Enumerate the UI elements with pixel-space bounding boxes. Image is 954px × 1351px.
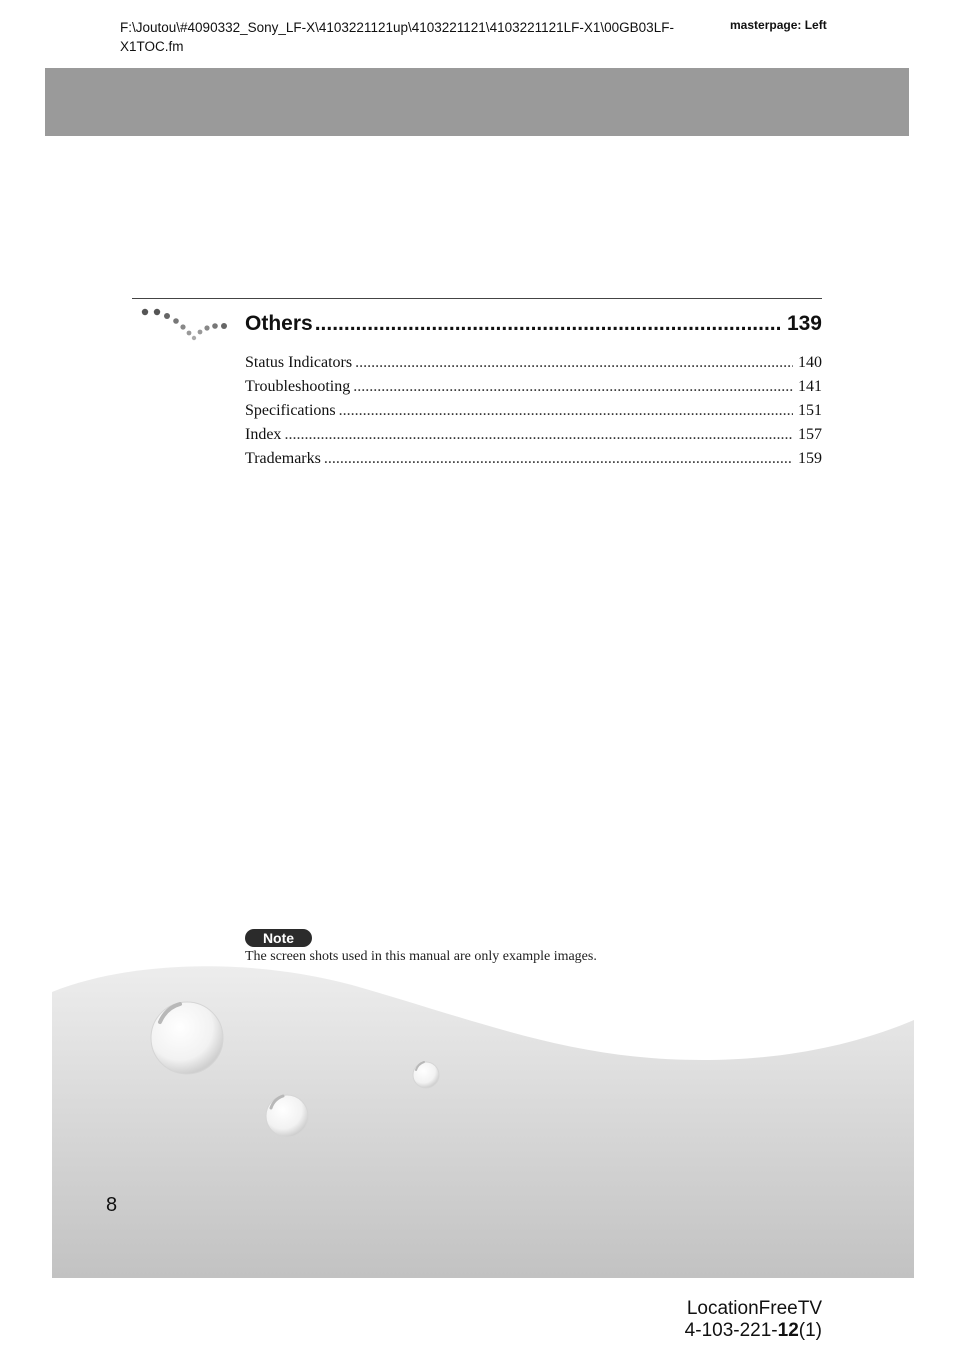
toc-entry-title: Troubleshooting — [245, 378, 351, 395]
toc-entry-page: 151 — [798, 402, 822, 419]
product-info — [685, 1298, 822, 1342]
toc-section-title: Others — [245, 312, 313, 335]
toc-entry-page: 141 — [798, 378, 822, 395]
toc-leader — [315, 312, 781, 336]
decorative-dots-icon — [138, 305, 233, 345]
note-badge: Note — [245, 929, 312, 947]
toc-entry-title: Status Indicators — [245, 354, 353, 371]
toc-leader — [353, 378, 793, 396]
decorative-wave-background — [52, 960, 914, 1278]
toc-section-page: 139 — [786, 312, 822, 335]
bubble-icon — [413, 1062, 439, 1088]
toc-entry-page: 159 — [798, 450, 822, 467]
toc-entry-page: 140 — [798, 354, 822, 371]
toc-leader — [355, 354, 793, 372]
toc-entry-title: Specifications — [245, 402, 336, 419]
toc-entry[interactable] — [245, 450, 822, 474]
model-bold: 12 — [777, 1320, 799, 1341]
toc-entry-title: Index — [245, 426, 282, 443]
toc-leader — [284, 426, 793, 444]
masterpage-label: masterpage: Left — [730, 18, 827, 32]
product-name: LocationFreeTV — [686, 1298, 822, 1319]
toc-entry-title: Trademarks — [245, 450, 321, 467]
section-rule — [132, 298, 822, 299]
model-suffix: (1) — [798, 1320, 822, 1341]
toc-entry[interactable] — [245, 402, 822, 426]
model-number — [685, 1320, 822, 1342]
page-number: 8 — [106, 1194, 118, 1216]
toc-section-heading[interactable] — [245, 312, 822, 336]
toc-list — [245, 354, 822, 474]
bubble-icon — [151, 1002, 223, 1074]
file-path: F:\Joutou\#4090332_Sony_LF-X\4103221121up\4103221121\4103221121LF-X1\00GB03LF-X1TOC.fm — [120, 20, 674, 54]
note-text: The screen shots used in this manual are only example images. — [245, 949, 597, 964]
toc-leader — [339, 402, 793, 420]
header-bar — [45, 68, 909, 136]
bubble-icon — [266, 1095, 308, 1137]
toc-entry[interactable] — [245, 378, 822, 402]
toc-leader — [324, 450, 793, 468]
toc-entry[interactable] — [245, 354, 822, 378]
toc-entry[interactable] — [245, 426, 822, 450]
model-prefix: 4-103-221- — [684, 1320, 778, 1341]
toc-entry-page: 157 — [798, 426, 822, 443]
